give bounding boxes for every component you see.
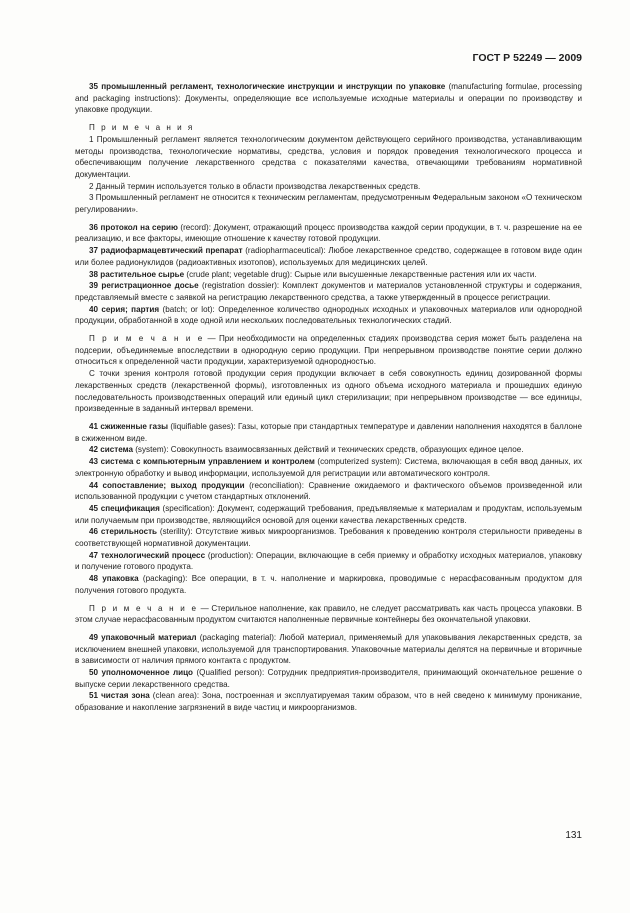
- term-entry-38: [75, 269, 582, 281]
- term-name: 35 промышленный регламент, технологические инструкции и инструкции по упаковке: [89, 82, 446, 91]
- note-paragraph: [75, 333, 582, 368]
- term-name: 44 сопоставление; выход продукции: [89, 480, 245, 490]
- term-name: 37 радиофармацевтический препарат: [89, 246, 243, 256]
- term-entry-41: [75, 421, 582, 444]
- term-name: 51 чистая зона: [89, 691, 150, 701]
- term-definition: (system): Совокупность взаимосвязанных действий и технических средств, образующих единое целое.: [132, 445, 524, 455]
- note-text: — Стерильное наполнение, как правило, не следует рассматривать как часть процесса упаковки. В этом случае нерасфасованным продуктом считаются наполненные первичные контейнеры без окончательной упаковки.: [75, 603, 582, 625]
- document-header: ГОСТ Р 52249 — 2009: [472, 52, 582, 64]
- term-definition: (computerized system): Система, включающая в себя ввод данных, их электронную обработку и вывод информации, используемой для регистрации или автоматического контроля.: [75, 457, 582, 478]
- term-entry-49: [75, 632, 582, 667]
- term-name: 38 растительное сырье: [89, 269, 185, 279]
- term-definition: (manufacturing formulae, processing and packaging instructions): Документы, определяющие все используемые исходные материалы и операции по производству и упаковке продукции.: [75, 82, 582, 115]
- term-definition: (batch; or lot): Определенное количество однородных исходных и упаковочных материалов или однородной продукции, обработанной в ходе одной или нескольких последовательных технологических стадий.: [75, 304, 582, 326]
- term-definition: (reconciliation): Сравнение ожидаемого и фактического объемов произведенной или использованной продукции с учетом стандартных отклонений.: [75, 480, 582, 502]
- page-number: 131: [565, 830, 582, 841]
- term-name: 46 стерильность: [89, 527, 158, 537]
- term-name: 40 серия; партия: [89, 304, 160, 314]
- term-entry-42: [75, 444, 582, 456]
- term-definition: (record): Документ, отражающий процесс производства каждой серии продукции, в т. ч. разрешение на ее реализацию, и все факторы, имеющие отношение к качеству готовой продукции.: [75, 222, 582, 244]
- term-definition: (sterility): Отсутствие живых микроорганизмов. Требования к проведению контроля стерильности приведены в соответствующей нормативной документации.: [75, 527, 582, 549]
- note-text: — При необходимости на определенных стадиях производства серия может быть разделена на подсерии, объединяемые впоследствии в однородную серию продукции. При непрерывном производстве понятие серии должно относиться к определенной части продукции, характеризуемой однородностью.: [75, 334, 583, 367]
- term-name: 43 система с компьютерным управлением и контролем: [89, 457, 315, 467]
- term-entry-51: [75, 690, 582, 713]
- term-name: 47 технологический процесс: [89, 550, 206, 560]
- note-paragraph: [75, 603, 582, 626]
- term-entry-44: [75, 480, 582, 503]
- term-entry-43: [75, 456, 582, 479]
- term-entry-46: [75, 526, 582, 549]
- term-entry-47: [75, 550, 582, 573]
- note-paragraph: 3 Промышленный регламент не относится к техническим регламентам, предусмотренным Федеральным законом «О техническом регулировании».: [75, 193, 582, 215]
- term-name: 45 спецификация: [89, 503, 160, 513]
- document-body: [75, 81, 582, 714]
- term-definition: (Qualified person): Сотрудник предприятия-производителя, принимающий окончательное решение о выпуске серии лекарственного средства.: [75, 668, 583, 689]
- notes-heading: П р и м е ч а н и я: [89, 123, 195, 133]
- term-definition: (liquifiable gases): Газы, которые при стандартных температуре и давлении наполнения находятся в баллоне в сжиженном виде.: [75, 421, 582, 443]
- term-name: 41 сжиженные газы: [89, 421, 169, 431]
- term-name: 42 система: [89, 445, 133, 455]
- term-entry-37: [75, 245, 582, 268]
- term-name: 36 протокол на серию: [89, 222, 178, 232]
- term-name: 49 упаковочный материал: [89, 632, 197, 642]
- term-entry-48: [75, 573, 582, 596]
- term-definition: (specification): Документ, содержащий требования, предъявляемые к материалам и продуктам, используемым или получаемым при производстве, являющийся основой для оценки качества лекарственных средств.: [75, 503, 582, 525]
- term-entry-35: [75, 81, 582, 116]
- term-definition: (clean area): Зона, построенная и эксплуатируемая таким образом, что в ней сведено к минимуму проникание, образование и накопление загрязнений в виде частиц и микроорганизмов.: [75, 691, 582, 713]
- term-name: 50 уполномоченное лицо: [89, 668, 193, 678]
- term-definition: (crude plant; vegetable drug): Сырые или высушенные лекарственные растения или их части.: [184, 269, 537, 279]
- term-definition: (packaging material): Любой материал, применяемый для упаковывания лекарственных средств, за исключением внешней упаковки, используемой для транспортирования. Упаковочные материалы делятся на первичные и вторичные в зависимости от наличия прямого контакта с продуктом.: [75, 632, 582, 666]
- term-name: 48 упаковка: [89, 574, 139, 584]
- note-paragraph: С точки зрения контроля готовой продукции серия продукции включает в себя совокупность единиц дозированной формы лекарственных средств (лекарственной формы), изготовленных из одного объема исходного материала и прошедших единую последовательность производственных операций или единый цикл стерилизации; при непрерывном производстве — все единицы, произведенные в заданный интервал времени.: [75, 369, 582, 414]
- note-paragraph: 2 Данный термин используется только в области производства лекарственных средств.: [89, 181, 421, 191]
- term-name: 39 регистрационное досье: [89, 281, 199, 291]
- term-entry-45: [75, 503, 582, 526]
- term-definition: (packaging): Все операции, в т. ч. наполнение и маркировка, проводимые с нерасфасованным продуктом для получения готового продукта.: [75, 574, 582, 595]
- term-definition: (radiopharmaceutical): Любое лекарственное средство, содержащее в готовом виде один или более радионуклидов (радиоактивных изотопов), используемых для медицинских целей.: [75, 246, 582, 267]
- term-definition: (production): Операции, включающие в себя приемку и обработку исходных материалов, упаковку и получение готового продукта.: [75, 550, 582, 572]
- term-entry-50: [75, 667, 582, 690]
- note-label: П р и м е ч а н и е: [89, 334, 205, 344]
- term-entry-40: [75, 304, 582, 327]
- note-paragraph: 1 Промышленный регламент является технологическим документом действующего серийного производства, устанавливающим методы производства, технологические нормативы, средства, условия и порядок проведения технологического процесса и обеспечивающим получение лекарственного средства с показателями качества, отвечающими требованиям нормативной документации.: [75, 134, 582, 179]
- term-definition: (registration dossier): Комплект документов и материалов установленной структуры и содержания, представляемый вместе с заявкой на регистрацию лекарственного средства, а также утвержденный в процессе регистрации.: [75, 281, 583, 302]
- term-entry-39: [75, 280, 582, 303]
- note-label: П р и м е ч а н и е: [89, 603, 198, 613]
- term-entry-36: [75, 222, 582, 245]
